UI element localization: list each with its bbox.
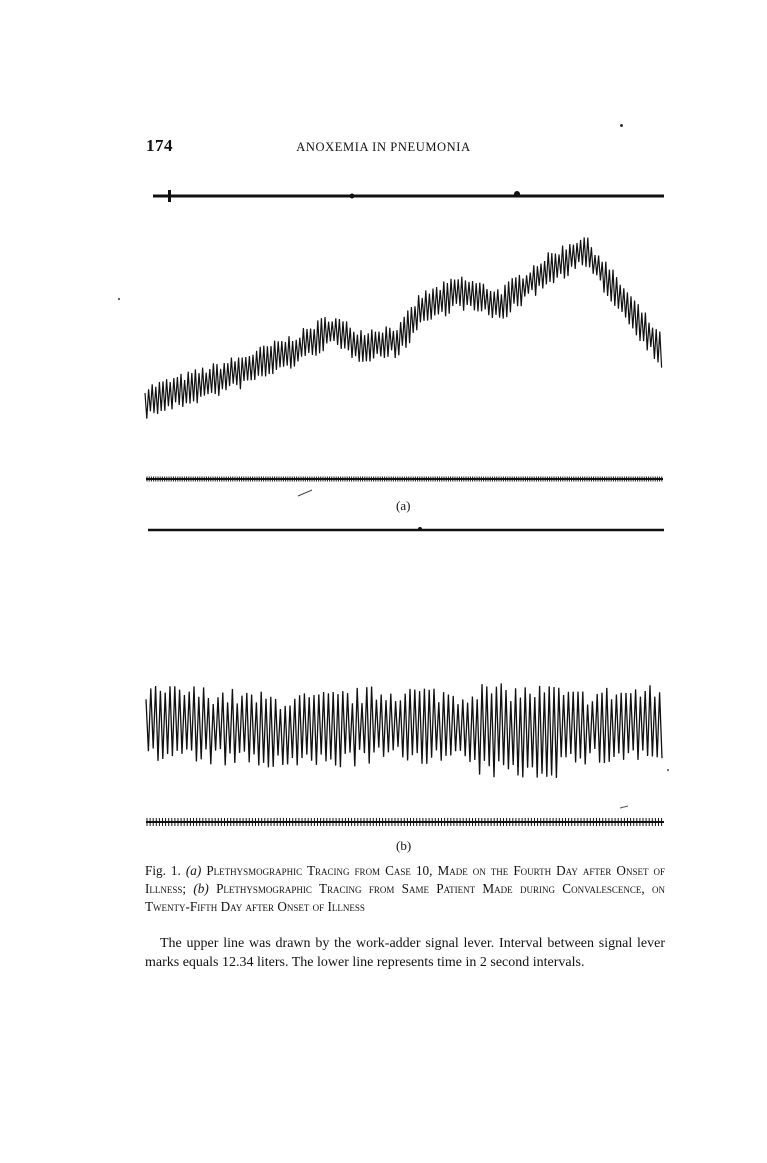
running-head: ANOXEMIA IN PNEUMONIA: [296, 140, 471, 154]
panel-b-time-line: [146, 818, 664, 826]
panel-a-signal-line: [153, 190, 664, 202]
figure-note: [145, 934, 665, 972]
caption-part-a-marker: (a): [185, 863, 202, 878]
panel-a-tracing: [145, 237, 662, 418]
caption-part-b-marker: (b): [193, 881, 209, 896]
caption-part-a-text: Plethysmographic Tracing from Case 10, Made on the Fourth Day after Onset of Illness;: [145, 863, 666, 896]
panel-b-label: (b): [396, 838, 412, 853]
figure-caption: [145, 862, 665, 916]
time-ticks: [147, 818, 662, 826]
time-ticks: [147, 477, 662, 482]
figure-label: Fig. 1.: [145, 863, 181, 878]
caption-part-b-text: Plethysmographic Tracing from Same Patient Made during Convalescence, on Twenty-Fifth Day after Onset of Illness: [145, 881, 666, 914]
figure-note-text: The upper line was drawn by the work-adder signal lever. Interval between signal lever marks equals 12.34 liters. The lower line represents time in 2 second intervals.: [145, 936, 665, 970]
panel-b-tracing: [146, 683, 662, 778]
print-stray-mark: [298, 490, 312, 496]
print-speck: [667, 769, 669, 771]
signal-mark: [418, 527, 422, 531]
panel-a-time-line: [146, 477, 663, 482]
panel-b-signal-line: [148, 527, 664, 531]
print-stray-mark: [620, 806, 628, 808]
panel-a-label: (a): [396, 498, 411, 513]
signal-mark: [514, 191, 520, 197]
signal-mark: [350, 194, 355, 199]
signal-mark: [168, 190, 171, 202]
page-number: 174: [146, 136, 173, 155]
